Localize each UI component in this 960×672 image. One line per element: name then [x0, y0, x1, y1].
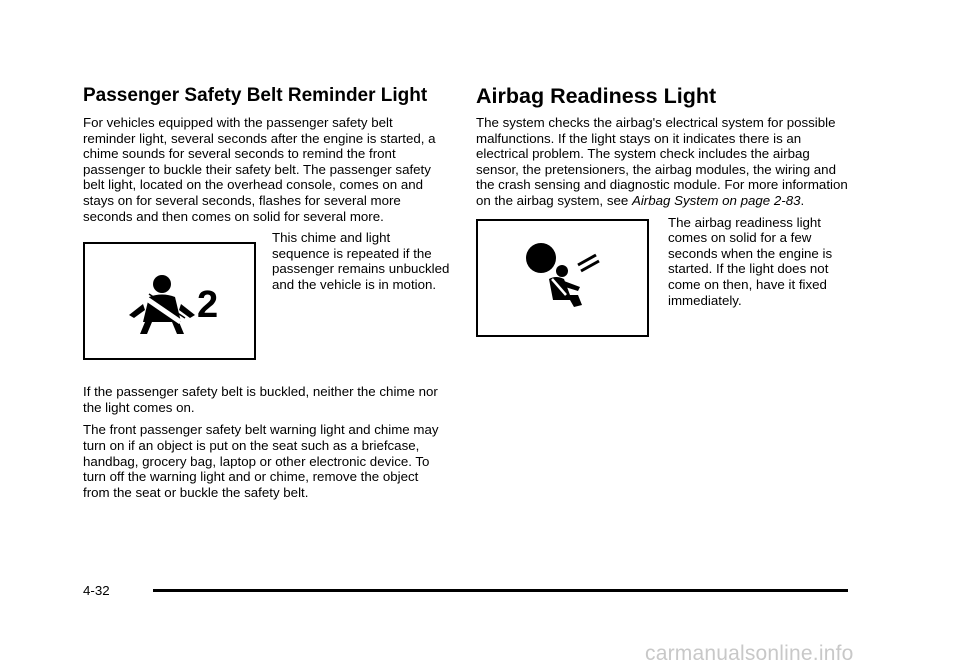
- airbag-intro-text: The system checks the airbag's electrical system for possible malfunctions. If the light stays on it indicates there is an electrical problem. The system check includes the airbag sensor, the pretensioners, the airbag modules, the wiring and the crash sensing and diagnostic module. For more information on the airbag system, see: [476, 115, 848, 208]
- seatbelt-figure-caption: This chime and light sequence is repeated if the passenger remains unbuckled and the vehicle is in motion.: [272, 230, 450, 292]
- left-column: [83, 85, 448, 500]
- right-column: [476, 85, 851, 339]
- airbag-system-reference: Airbag System on page 2-83: [631, 192, 801, 208]
- seatbelt-object-paragraph: The front passenger safety belt warning light and chime may turn on if an object is put on the seat such as a briefcase, handbag, grocery bag, laptop or other electronic device. To turn off the warning light and or chime, remove the object from the seat or buckle the safety belt.: [83, 422, 439, 500]
- footer-rule: [153, 589, 848, 592]
- seatbelt-buckled-paragraph: If the passenger safety belt is buckled, neither the chime nor the light comes on.: [83, 384, 438, 415]
- airbag-figure-caption: The airbag readiness light comes on solid for a few seconds when the engine is started. If the light does not come on then, have it fixed immediately.: [668, 214, 833, 308]
- airbag-intro-paragraph: [476, 115, 851, 209]
- section-heading-airbag: Airbag Readiness Light: [476, 84, 717, 108]
- watermark: carmanualsonline.info: [645, 642, 854, 665]
- page-number: 4-32: [83, 583, 110, 598]
- airbag-readiness-icon: [478, 221, 647, 335]
- airbag-intro-end: .: [800, 192, 805, 208]
- section-heading-seatbelt: Passenger Safety Belt Reminder Light: [83, 85, 428, 106]
- airbag-figure-box: [476, 219, 649, 337]
- seatbelt-icon-number: 2: [197, 284, 219, 327]
- seatbelt-figure-box: [83, 242, 256, 360]
- seatbelt-figure-row: [83, 224, 448, 374]
- airbag-figure-row: [476, 209, 851, 339]
- seatbelt-intro-paragraph: For vehicles equipped with the passenger safety belt reminder light, several seconds after the engine is started, a chime sounds for several seconds to remind the front passenger to buckle their safety belt. The passenger safety belt light, located on the overhead console, comes on and stays on for several seconds, flashes for several more seconds and then comes on solid for several more.: [83, 115, 436, 224]
- passenger-seatbelt-reminder-icon: [85, 244, 254, 358]
